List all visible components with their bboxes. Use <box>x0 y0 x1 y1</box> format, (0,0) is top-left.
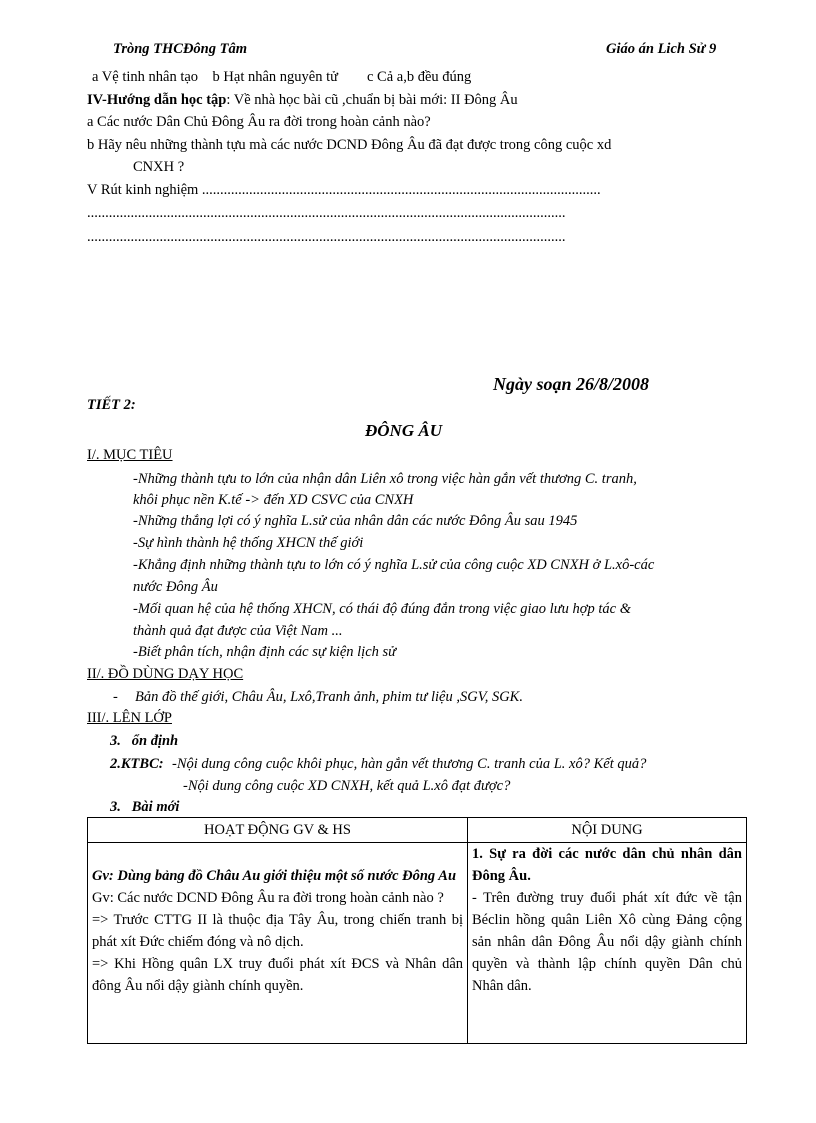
objective-item: -Mối quan hệ của hệ thống XHCN, có thái độ đúng đắn trong việc giao lưu hợp tác & <box>133 601 631 617</box>
step-new-lesson: 3. Bài mới <box>110 799 180 815</box>
ktbc-question: -Nội dung công cuộc XD CNXH, kết quả L.xô đạt được? <box>183 778 511 794</box>
objective-item: nước Đông Âu <box>133 579 218 595</box>
lesson-table <box>87 817 747 1044</box>
materials-text: Bản đồ thế giới, Châu Âu, Lxô,Tranh ảnh, phim tư liệu ,SGV, SGK. <box>135 689 523 705</box>
table-header-row <box>88 818 747 843</box>
review-line: V Rút kinh nghiệm .............................................................................................................. <box>87 182 601 198</box>
dotted-line: .................................................................................................................................... <box>87 205 566 221</box>
school-header: Tròng THCĐông Tâm <box>113 41 248 57</box>
objective-item: -Sự hình thành hệ thống XHCN thế giới <box>133 535 364 551</box>
ktbc-label: 2.KTBC: <box>110 756 164 772</box>
prep-date: Ngày soạn 26/8/2008 <box>493 374 650 394</box>
answer-options: a Vệ tinh nhân tạo b Hạt nhân nguyên tử c Cả a,b đều đúng <box>92 69 472 85</box>
period-label: TIẾT 2: <box>87 397 136 413</box>
objective-item: thành quả đạt được của Việt Nam ... <box>133 623 343 639</box>
answer-point: => Trước CTTG II là thuộc địa Tây Âu, trong chiến tranh bị phát xít Đức chiếm đóng và nô dịch. <box>92 912 463 950</box>
table-header: NỘI DUNG <box>468 818 747 843</box>
objective-item: -Những thành tựu to lớn của nhận dân Liên xô trong việc hàn gắn vết thương C. tranh, <box>133 471 637 487</box>
section-class: III/. LÊN LỚP <box>87 710 172 726</box>
teacher-instruction: Gv: Dùng bảng đồ Châu Au giới thiệu một số nước Đông Au <box>92 868 457 884</box>
content-heading: 1. Sự ra đời các nước dân chủ nhân dân Đông Âu. <box>472 846 742 884</box>
question-b-cont: CNXH ? <box>133 159 185 175</box>
dotted-line: .................................................................................................................................... <box>87 229 566 245</box>
table-row <box>88 843 747 1044</box>
objective-item: khôi phục nền K.tế -> đến XD CSVC của CNXH <box>133 492 414 508</box>
subject-header: Giáo án Lich Sử 9 <box>606 41 717 57</box>
teacher-question: Gv: Các nước DCND Đông Âu ra đời trong hoàn cảnh nào ? <box>92 890 444 906</box>
table-header: HOẠT ĐỘNG GV & HS <box>88 818 468 843</box>
content-text: - Trên đường truy đuổi phát xít đức về tận Béclin hồng quân Liên Xô cùng Đảng cộng sản nhân dân Đông Âu nổi dậy giành chính quyền và thành lập chính quyền Dân chủ Nhân dân. <box>472 890 742 994</box>
homework-line <box>87 91 518 109</box>
question-b: b Hãy nêu những thành tựu mà các nước DCND Đông Âu đã đạt được trong công cuộc xd <box>87 137 612 153</box>
section-objectives: I/. MỤC TIÊU <box>87 447 173 463</box>
objective-item: -Khẳng định những thành tựu to lớn có ý nghĩa L.sử của công cuộc XD CNXH ở L.xô-các <box>133 557 655 573</box>
question-a: a Các nước Dân Chủ Đông Âu ra đời trong hoàn cảnh nào? <box>87 114 431 130</box>
homework-text: : Về nhà học bài cũ ,chuẩn bị bài mới: II Đông Âu <box>226 92 518 108</box>
ktbc-question: -Nội dung công cuộc khôi phục, hàn gắn vết thương C. tranh của L. xô? Kết quả? <box>172 756 647 772</box>
materials-bullet: - <box>113 689 118 705</box>
step-stabilize: 3. ổn định <box>110 733 179 749</box>
content-cell <box>468 843 747 1044</box>
activity-cell <box>88 843 468 1044</box>
objective-item: -Những thắng lợi có ý nghĩa L.sử của nhân dân các nước Đông Âu sau 1945 <box>133 513 578 529</box>
section-materials: II/. ĐỒ DÙNG DẠY HỌC <box>87 666 244 682</box>
lesson-title: ĐÔNG ÂU <box>365 421 442 440</box>
answer-point: => Khi Hồng quân LX truy đuổi phát xít ĐCS và Nhân dân đông Âu nổi dậy giành chính quyền. <box>92 956 463 994</box>
homework-label: IV-Hướng dẫn học tập <box>87 92 227 108</box>
objective-item: -Biết phân tích, nhận định các sự kiện lịch sử <box>133 644 397 660</box>
